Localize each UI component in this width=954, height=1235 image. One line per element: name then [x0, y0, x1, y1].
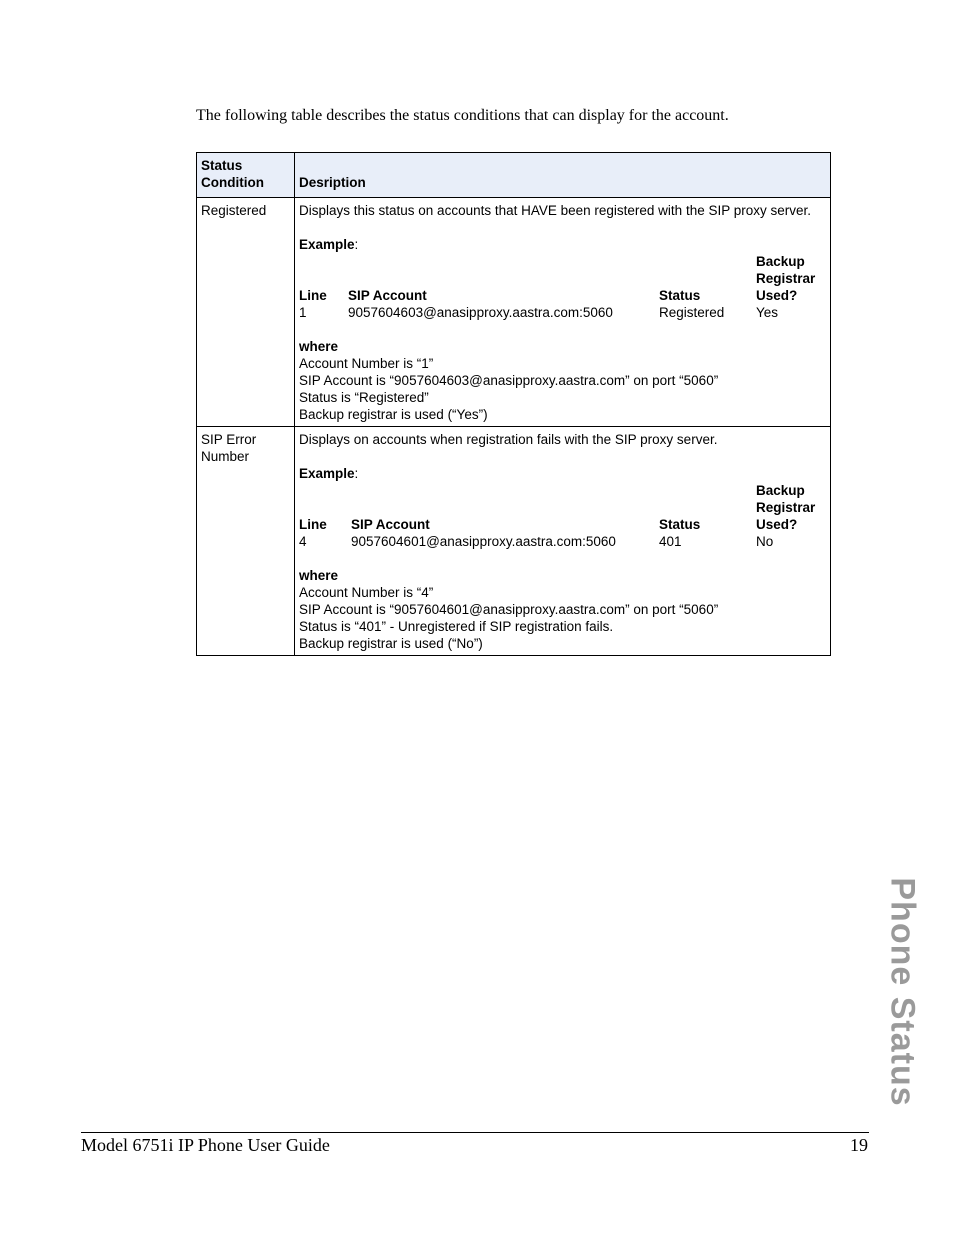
- example-value-line: 4: [299, 534, 307, 549]
- intro-paragraph: The following table describes the status conditions that can display for the account.: [196, 107, 729, 124]
- example-header-status: Status: [659, 288, 701, 303]
- status-conditions-table: [196, 152, 831, 656]
- footer-divider: [81, 1132, 869, 1133]
- condition-cell: Registered: [197, 198, 295, 427]
- where-line: Account Number is “4”: [299, 585, 434, 600]
- example-header-status: Status: [659, 517, 701, 532]
- example-header-row: [299, 253, 826, 304]
- page-number: 19: [850, 1135, 868, 1155]
- footer-title: Model 6751i IP Phone User Guide: [81, 1135, 330, 1155]
- header-description: Desription: [295, 153, 831, 198]
- example-value-sip-account: 9057604601@anasipproxy.aastra.com:5060: [351, 534, 616, 549]
- example-header-line: Line: [299, 288, 327, 303]
- table-row: [197, 198, 831, 427]
- description-text: Displays this status on accounts that HAVE been registered with the SIP proxy server.: [299, 203, 812, 218]
- where-line: Status is “401” - Unregistered if SIP registration fails.: [299, 619, 614, 634]
- where-line: Backup registrar is used (“No”): [299, 636, 483, 651]
- side-tab: [872, 876, 932, 1108]
- header-status-condition: Status Condition: [197, 153, 295, 198]
- example-value-backup: Yes: [756, 305, 779, 320]
- example-label: Example:: [299, 466, 359, 481]
- example-value-row: [299, 304, 826, 321]
- example-value-status: Registered: [659, 305, 725, 320]
- side-tab-label: Phone Status: [883, 877, 922, 1107]
- example-header-line: Line: [299, 517, 327, 532]
- example-header-backup: Backup Registrar Used?: [756, 483, 816, 532]
- description-cell: [295, 427, 831, 656]
- where-label: where: [299, 568, 339, 583]
- example-label: Example:: [299, 237, 359, 252]
- example-header-sip-account: SIP Account: [348, 288, 427, 303]
- where-line: SIP Account is “9057604603@anasipproxy.aastra.com” on port “5060”: [299, 373, 719, 388]
- where-line: Account Number is “1”: [299, 356, 434, 371]
- example-value-row: [299, 533, 826, 550]
- where-label: where: [299, 339, 339, 354]
- example-table: [299, 482, 826, 550]
- example-value-status: 401: [659, 534, 682, 549]
- description-text: Displays on accounts when registration fails with the SIP proxy server.: [299, 432, 718, 447]
- condition-cell: SIP Error Number: [197, 427, 295, 656]
- table-row: [197, 427, 831, 656]
- example-table: [299, 253, 826, 321]
- description-cell: [295, 198, 831, 427]
- where-line: Backup registrar is used (“Yes”): [299, 407, 488, 422]
- where-line: SIP Account is “9057604601@anasipproxy.aastra.com” on port “5060”: [299, 602, 719, 617]
- example-value-sip-account: 9057604603@anasipproxy.aastra.com:5060: [348, 305, 613, 320]
- table-header-row: [197, 153, 831, 198]
- where-line: Status is “Registered”: [299, 390, 429, 405]
- example-header-row: [299, 482, 826, 533]
- example-header-backup: Backup Registrar Used?: [756, 254, 816, 303]
- example-value-backup: No: [756, 534, 774, 549]
- example-header-sip-account: SIP Account: [351, 517, 430, 532]
- example-value-line: 1: [299, 305, 307, 320]
